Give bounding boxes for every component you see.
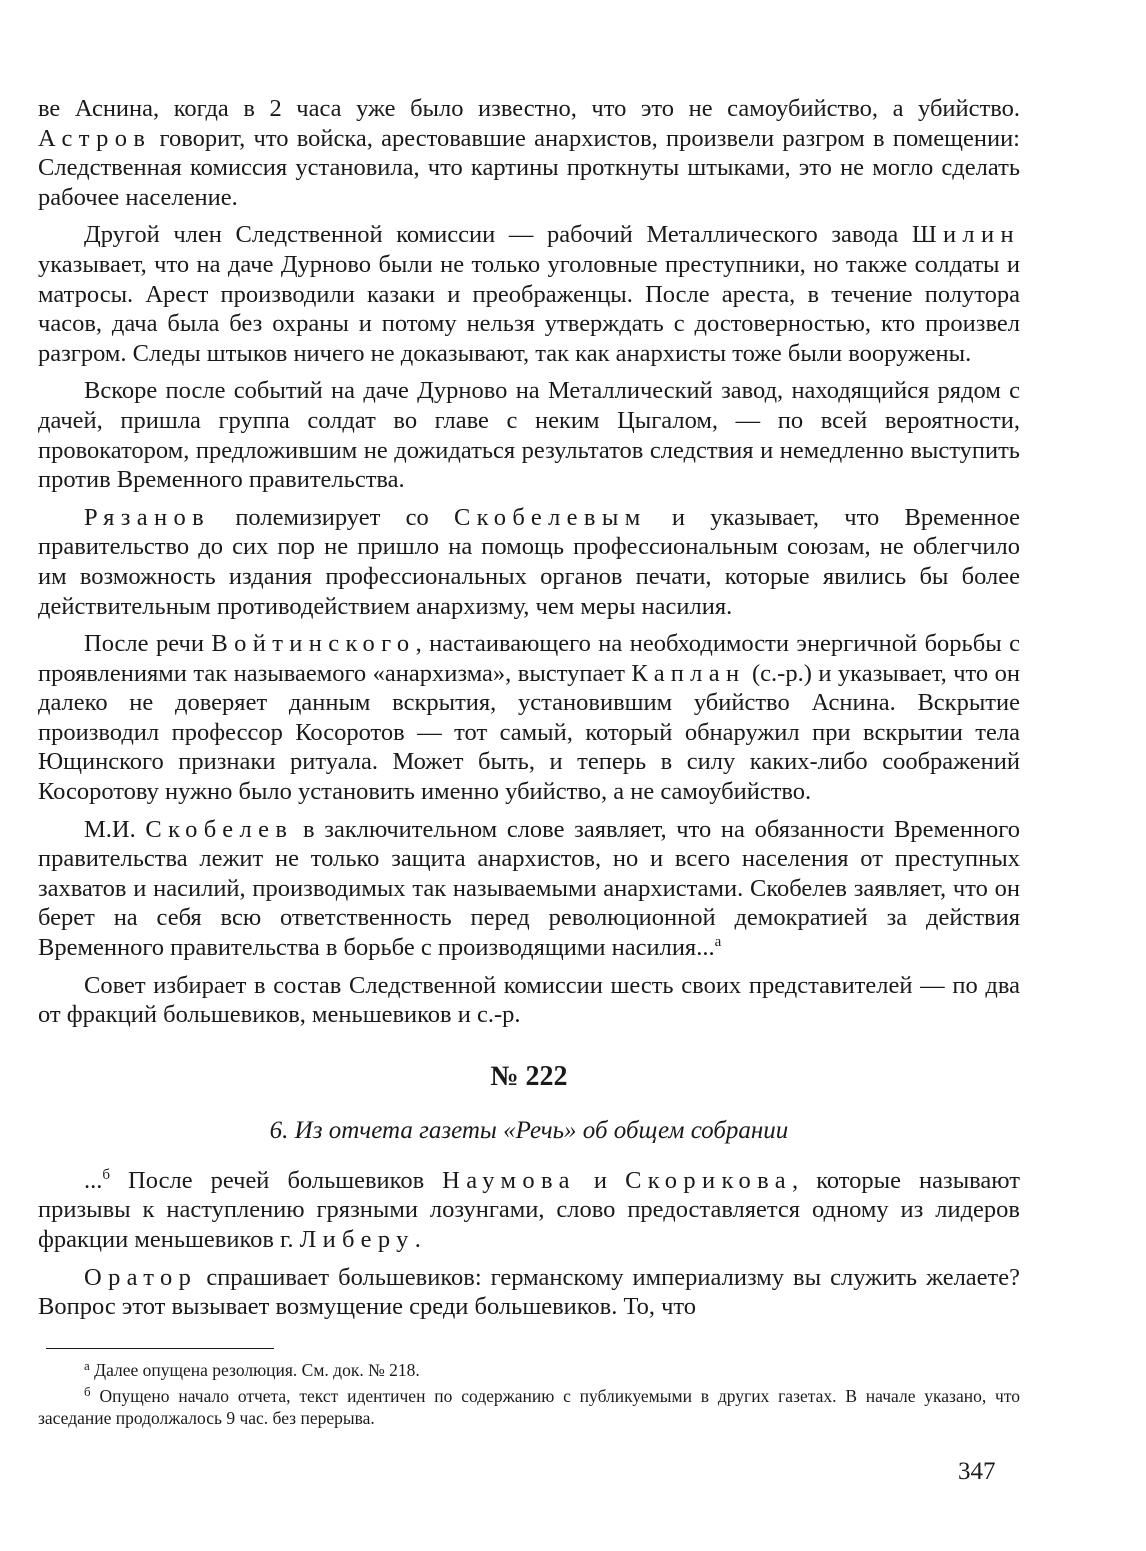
footnote-ref: а [714,934,722,951]
paragraph-9 [38,1263,1020,1322]
spaced-name: Скобелевым [453,503,647,531]
text-run: указывает, что на даче Дурново были не только уголовные преступники, но также солдаты и матросы. Арест производили казаки и преображенцы. После ареста, в течение полутора часов, дача была без охраны и потому нельзя утверждать с достоверностью, кто произвел разгром. Следы штыков ничего не доказывают, так как анархисты тоже были вооружены. [38,250,1020,367]
text-run: , настаивающего на необходимости энергичной борьбы с проявлениями так называемого «анархизма», выступает [38,630,1020,687]
text-run: После речи [84,630,212,658]
document-title: 6. Из отчета газеты «Речь» об общем собрании [269,1116,789,1144]
spaced-name: Либеру [299,1226,415,1253]
footnote-divider [46,1348,274,1349]
text-run: После речей большевиков [110,1166,443,1194]
text-run: и указывает, что Временное правительство до сих пор не пришло на помощь профессиональным союзам, не облегчило им возможность издания профессиональных органов печати, которые явились бы более действительным противодействием анархизму, чем меры насилия. [38,503,1020,620]
paragraph-4 [38,503,1020,621]
spaced-name: Оратор [84,1263,198,1291]
spaced-name: Скорикова [625,1166,793,1194]
text-run: , которые называют призывы к наступлению грязными лозунгами, слово предоставляется одному из лидеров фракции меньшевиков г. [38,1166,1020,1253]
paragraph-5 [38,629,1020,807]
text-run: спрашивает большевиков: германскому империализму вы служить желаете? Вопрос этот вызывает возмущение среди большевиков. То, что [38,1263,1020,1321]
paragraph-2 [38,220,1020,368]
paragraph-1 [38,94,1020,212]
text-run: М.И. [84,815,146,843]
footnote-mark: б [84,1383,91,1399]
text-run: и [575,1166,626,1194]
footnote-mark: а [84,1357,90,1373]
footnote-1 [38,1359,1020,1381]
footnote-ref: б [102,1166,111,1183]
spaced-name: Астров [38,124,152,152]
footnote-2 [38,1385,1020,1429]
document-number: № 222 [490,1060,568,1092]
text-run: Другой член Следственной комиссии — рабочий Металлического завода [84,221,912,249]
paragraph-3: Вскоре после событий на даче Дурново на Металлический завод, находящийся рядом с дачей, пришла группа солдат во главе с неким Цыгалом, — по всей вероятности, провокатором, предложившим не дожидаться результатов следствия и немедленно выступить против Временного правительства. [38,377,1020,494]
text-run: полемизирует со [210,503,454,531]
text-run: ... [84,1166,103,1194]
page-body [38,94,1020,1433]
spaced-name: Рязанов [84,503,211,531]
spaced-name: Наумова [442,1166,576,1194]
spaced-name: Каплан [631,659,746,687]
spaced-name: Шилин [911,221,1020,249]
spaced-name: Скобелев [145,815,294,843]
text-run: . [414,1226,421,1253]
footnote-text: Опущено начало отчета, текст идентичен по содержанию с публикуемыми в других газетах. В начале указано, что заседание продолжалось 9 час. без перерыва. [38,1385,1020,1428]
footnote-text: Далее опущена резолюция. См. док. № 218. [89,1359,420,1380]
spaced-name: Войтинского [211,630,416,658]
paragraph-8 [38,1166,1020,1255]
page-number: 347 [958,1458,996,1485]
text-run: в заключительном слове заявляет, что на обязанности Временного правительства лежит не только защита анархистов, но и всего населения от преступных захватов и насилий, производимых так называемыми анархистами. Скобелев заявляет, что он берет на себя всю ответственность перед революционной демократией за действия Временного правительства в борьбе с производящими насилия... [38,815,1020,962]
paragraph-6 [38,815,1020,963]
text-run: (с.-р.) и указывает, что он далеко не доверяет данным вскрытия, установившим убийство Аснина. Вскрытие производил профессор Косоротов — тот самый, который обнаружил при вскрытии тела Ющинского признаки ритуала. Может быть, и теперь в силу каких-либо соображений Косоротову нужно было установить именно убийство, а не самоубийство. [38,659,1021,806]
paragraph-7: Совет избирает в состав Следственной комиссии шесть своих представителей — по два от фракций большевиков, меньшевиков и с.-р. [38,971,1020,1029]
text-run: ве Аснина, когда в 2 часа уже было известно, что это не самоубийство, а убийство. [38,95,1020,122]
text-run: говорит, что войска, арестовавшие анархистов, произвели разгром в помещении: Следственная комиссия установила, что картины проткнуты штыками, это не могло сделать рабочее население. [38,124,1020,211]
